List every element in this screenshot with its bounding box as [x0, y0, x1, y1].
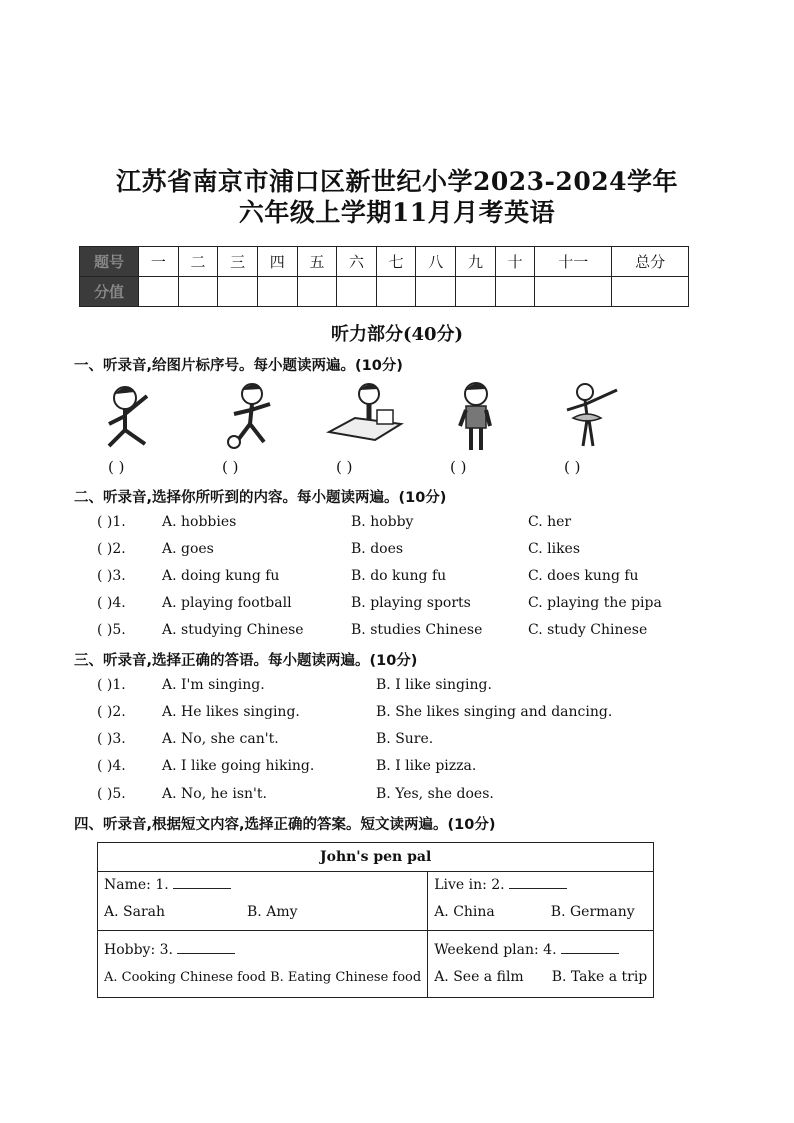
question-number[interactable]: ( )5.: [97, 786, 126, 802]
option-a: A. doing kung fu: [162, 568, 280, 584]
girl-ballet-picture: [555, 380, 635, 452]
score-col: 十: [495, 247, 535, 277]
question-number[interactable]: ( )3.: [97, 731, 126, 747]
field-label: Hobby: 3.: [104, 942, 173, 958]
pen-pal-table: [97, 842, 654, 998]
part4-instruction: 四、听录音,根据短文内容,选择正确的答案。短文读两遍。(10分): [74, 817, 496, 833]
score-col: 六: [337, 247, 377, 277]
score-cell[interactable]: [218, 277, 258, 307]
option-b: B. I like singing.: [376, 677, 492, 693]
pen-pal-cell-live-in: [428, 872, 654, 931]
score-col-total: 总分: [612, 247, 689, 277]
pen-pal-cell-name: [98, 872, 428, 931]
question-number[interactable]: ( )3.: [97, 568, 126, 584]
score-col: 八: [416, 247, 456, 277]
part3-instruction: 三、听录音,选择正确的答语。每小题读两遍。(10分): [74, 653, 418, 669]
score-col: 七: [376, 247, 416, 277]
question-number[interactable]: ( )2.: [97, 541, 126, 557]
option-a: A. goes: [162, 541, 214, 557]
option-c: C. study Chinese: [528, 622, 648, 638]
option-a: A. See a film: [434, 969, 524, 985]
score-cell[interactable]: [139, 277, 179, 307]
option-c: C. does kung fu: [528, 568, 639, 584]
score-cell[interactable]: [495, 277, 535, 307]
score-cell[interactable]: [376, 277, 416, 307]
score-table-row-numbers: [80, 247, 689, 277]
score-row-label: 题号: [80, 247, 139, 277]
option-a: A. playing football: [162, 595, 292, 611]
field-label: Live in: 2.: [434, 877, 505, 893]
option-b: B. hobby: [351, 514, 414, 530]
score-table: [79, 246, 689, 307]
option-b: B. Amy: [247, 904, 298, 920]
girl-kung-fu-picture: [95, 380, 175, 452]
score-col: 一: [139, 247, 179, 277]
answer-paren[interactable]: ( ): [336, 458, 353, 476]
option-a: A. hobbies: [162, 514, 237, 530]
option-a: A. I like going hiking.: [162, 758, 315, 774]
answer-paren[interactable]: ( ): [108, 458, 125, 476]
question-number[interactable]: ( )4.: [97, 595, 126, 611]
answer-paren[interactable]: ( ): [564, 458, 581, 476]
option-b: B. do kung fu: [351, 568, 447, 584]
question-number[interactable]: ( )1.: [97, 514, 126, 530]
option-a: A. I'm singing.: [162, 677, 265, 693]
score-row-label: 分值: [80, 277, 139, 307]
score-cell[interactable]: [612, 277, 689, 307]
question-number[interactable]: ( )1.: [97, 677, 126, 693]
score-col: 二: [178, 247, 218, 277]
option-a: A. Sarah: [104, 904, 166, 920]
option-a: A. No, she can't.: [162, 731, 279, 747]
question-number[interactable]: ( )5.: [97, 622, 126, 638]
answer-blank[interactable]: [173, 874, 231, 889]
option-b: B. does: [351, 541, 404, 557]
option-b: B. studies Chinese: [351, 622, 483, 638]
pen-pal-cell-weekend: [428, 931, 654, 998]
answer-blank[interactable]: [509, 874, 567, 889]
option-a: A. He likes singing.: [162, 704, 300, 720]
option-b: B. I like pizza.: [376, 758, 477, 774]
option-c: C. her: [528, 514, 572, 530]
option-b: B. She likes singing and dancing.: [376, 704, 613, 720]
score-table-row-values: [80, 277, 689, 307]
option-b: B. Sure.: [376, 731, 434, 747]
question-number[interactable]: ( )2.: [97, 704, 126, 720]
score-cell[interactable]: [257, 277, 297, 307]
option-b: B. Take a trip: [551, 969, 648, 985]
option-a: A. China: [434, 904, 495, 920]
answer-paren[interactable]: ( ): [450, 458, 467, 476]
boy-football-picture: [210, 380, 290, 452]
score-cell[interactable]: [297, 277, 337, 307]
score-col: 三: [218, 247, 258, 277]
score-cell[interactable]: [456, 277, 496, 307]
score-col: 九: [456, 247, 496, 277]
pen-pal-table-title: John's pen pal: [98, 843, 654, 872]
field-label: Weekend plan: 4.: [434, 942, 557, 958]
pen-pal-cell-hobby: [98, 931, 428, 998]
score-cell[interactable]: [416, 277, 456, 307]
score-cell[interactable]: [178, 277, 218, 307]
answer-blank[interactable]: [561, 939, 619, 954]
exam-title-line1: 江苏省南京市浦口区新世纪小学2023-2024学年: [115, 167, 679, 196]
exam-title-line2: 六年级上学期11月月考英语: [238, 198, 556, 227]
answer-paren[interactable]: ( ): [222, 458, 239, 476]
score-col: 五: [297, 247, 337, 277]
score-col: 十一: [535, 247, 612, 277]
score-cell[interactable]: [337, 277, 377, 307]
field-label: Name: 1.: [104, 877, 169, 893]
option-a: A. Cooking Chinese food: [104, 970, 266, 985]
part1-instruction: 一、听录音,给图片标序号。每小题读两遍。(10分): [74, 358, 403, 374]
score-cell[interactable]: [535, 277, 612, 307]
option-b: B. Eating Chinese food: [270, 970, 422, 985]
option-c: C. likes: [528, 541, 581, 557]
option-b: B. Germany: [550, 904, 635, 920]
option-c: C. playing the pipa: [528, 595, 662, 611]
boy-standing-picture: [440, 380, 520, 452]
score-col: 四: [257, 247, 297, 277]
answer-blank[interactable]: [177, 939, 235, 954]
listening-section-title: 听力部分(40分): [330, 324, 464, 345]
part2-instruction: 二、听录音,选择你所听到的内容。每小题读两遍。(10分): [74, 490, 447, 506]
question-number[interactable]: ( )4.: [97, 758, 126, 774]
option-b: B. Yes, she does.: [376, 786, 494, 802]
boy-reading-picture: [325, 380, 405, 452]
option-a: A. No, he isn't.: [162, 786, 267, 802]
option-b: B. playing sports: [351, 595, 471, 611]
option-a: A. studying Chinese: [162, 622, 304, 638]
